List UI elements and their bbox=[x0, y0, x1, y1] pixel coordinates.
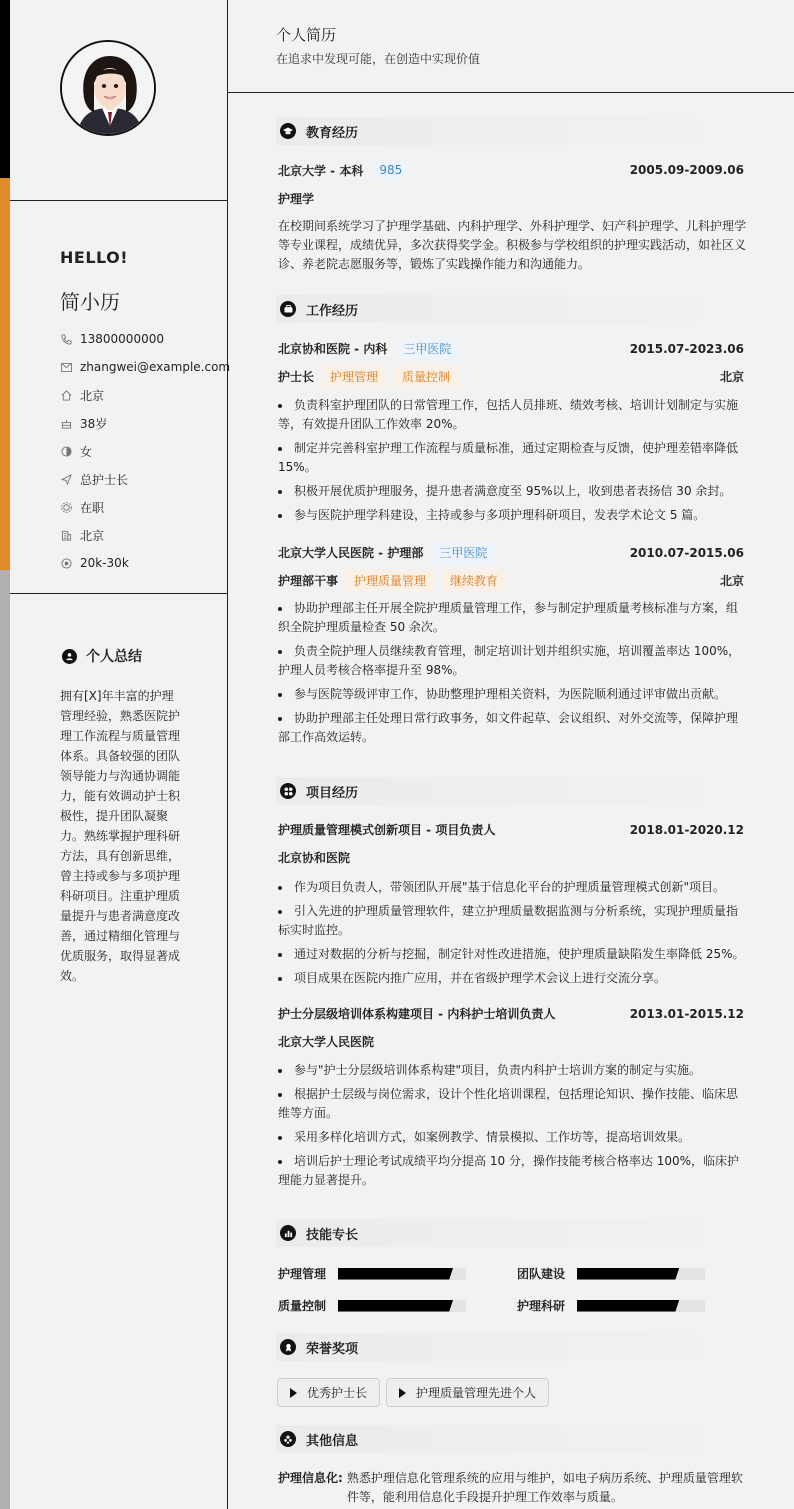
summary-heading bbox=[62, 646, 142, 666]
section-title: 其他信息 bbox=[306, 1433, 359, 1449]
list-item: 采用多样化培训方式，如案例教学、情景模拟、工作坊等，提高培训效果。 bbox=[278, 1128, 748, 1147]
cake-icon bbox=[60, 417, 72, 429]
info-city bbox=[60, 521, 230, 549]
school-name: 北京大学 - 本科 bbox=[278, 163, 364, 178]
info-gender bbox=[60, 437, 230, 465]
info-salary bbox=[60, 549, 230, 577]
strip-black bbox=[0, 0, 10, 178]
info-text: zhangwei@example.com bbox=[80, 360, 231, 374]
info-text: 北京 bbox=[80, 528, 105, 543]
project-org-row bbox=[278, 1033, 744, 1050]
job-row bbox=[278, 542, 744, 563]
contact-info-list bbox=[60, 325, 230, 577]
building-icon bbox=[60, 529, 72, 541]
list-item: 参与医院等级评审工作，协助整理护理相关资料，为医院顺利通过评审做出贡献。 bbox=[278, 685, 748, 704]
job-org: 北京协和医院 - 内科 bbox=[278, 342, 388, 356]
medal-icon bbox=[280, 1339, 296, 1355]
strip-gray bbox=[0, 570, 10, 1509]
summary-title: 个人总结 bbox=[86, 649, 142, 665]
job-role: 护士长 bbox=[278, 370, 315, 384]
project-row bbox=[278, 821, 744, 838]
other-info bbox=[278, 1469, 748, 1507]
job-tag: 三甲医院 bbox=[395, 338, 459, 359]
summary-text: 拥有[X]年丰富的护理管理经验，熟悉医院护理工作流程与质量管理体系。具备较强的团队领导能力与沟通协调能力，能有效调动护士积极性，提升团队凝聚力。熟练掌握护理科研方法，具有创新思维，曾主持或参与多项护理科研项目。注重护理质量提升与患者满意度改善，通过精细化管理与优质服务，取得显著成效。 bbox=[60, 689, 181, 983]
skill-fill bbox=[338, 1268, 453, 1280]
award-chip bbox=[386, 1378, 549, 1407]
skill-name: 团队建设 bbox=[517, 1267, 566, 1281]
info-text: 女 bbox=[80, 444, 93, 459]
job-skill-tag: 护理管理 bbox=[322, 366, 386, 387]
project-date: 2013.01-2015.12 bbox=[629, 1006, 744, 1021]
bar-chart-icon bbox=[280, 1225, 296, 1241]
page-header bbox=[228, 0, 794, 93]
send-icon bbox=[60, 473, 72, 485]
strip-orange bbox=[0, 178, 10, 570]
page-title: 个人简历 bbox=[276, 26, 337, 44]
other-key: 护理信息化: bbox=[278, 1471, 343, 1485]
job-skill-tag: 质量控制 bbox=[394, 366, 458, 387]
award-label: 优秀护士长 bbox=[307, 1386, 368, 1400]
major-row bbox=[278, 190, 744, 207]
skill-name: 护理管理 bbox=[278, 1267, 327, 1281]
home-icon bbox=[60, 389, 72, 401]
list-item: 参与医院护理学科建设，主持或参与多项护理科研项目，发表学术论文 5 篇。 bbox=[278, 506, 748, 525]
play-icon bbox=[399, 1388, 406, 1398]
job-org: 北京大学人民医院 - 护理部 bbox=[278, 546, 424, 560]
section-awards bbox=[276, 1333, 746, 1361]
gender-icon bbox=[60, 445, 72, 457]
job-city: 北京 bbox=[719, 370, 744, 384]
grid-icon bbox=[280, 783, 296, 799]
info-text: 38岁 bbox=[80, 416, 108, 431]
job-skill-tag: 护理质量管理 bbox=[346, 570, 434, 591]
job-bullets bbox=[278, 599, 748, 752]
info-position bbox=[60, 465, 230, 493]
list-item: 制定并完善科室护理工作流程与质量标准，通过定期检查与反馈，使护理差错率降低 15%。 bbox=[278, 439, 748, 477]
main-content bbox=[228, 0, 794, 1509]
education-date: 2005.09-2009.06 bbox=[629, 163, 744, 177]
project-date: 2018.01-2020.12 bbox=[629, 822, 744, 837]
education-row bbox=[278, 161, 744, 179]
list-item: 引入先进的护理质量管理软件，建立护理质量数据监测与分析系统，实现护理质量指标实时监控。 bbox=[278, 902, 748, 940]
job-row bbox=[278, 338, 744, 359]
list-item: 培训后护士理论考试成绩平均分提高 10 分，操作技能考核合格率达 100%，临床护理能力显著提升。 bbox=[278, 1152, 748, 1190]
list-item: 通过对数据的分析与挖掘，制定针对性改进措施，使护理质量缺陷发生率降低 25%。 bbox=[278, 945, 748, 964]
info-text: 北京 bbox=[80, 388, 105, 403]
info-text: 13800000000 bbox=[80, 332, 164, 346]
sidebar-divider bbox=[10, 593, 228, 594]
info-text: 总护士长 bbox=[80, 472, 129, 487]
skill-item bbox=[278, 1265, 466, 1282]
list-item: 项目成果在医院内推广应用，并在省级护理学术会议上进行交流分享。 bbox=[278, 969, 748, 988]
list-item: 负责科室护理团队的日常管理工作，包括人员排班、绩效考核、培训计划制定与实施等，有效提升团队工作效率 20%。 bbox=[278, 396, 748, 434]
job-role: 护理部干事 bbox=[278, 574, 339, 588]
skill-bar bbox=[577, 1300, 705, 1312]
skill-item bbox=[278, 1297, 466, 1314]
list-item: 协助护理部主任处理日常行政事务，如文件起草、会议组织、对外交流等，保障护理部工作高效运转。 bbox=[278, 709, 748, 747]
section-other bbox=[276, 1425, 746, 1453]
info-status bbox=[60, 493, 230, 521]
school-tag: 985 bbox=[371, 161, 410, 179]
sidebar-divider bbox=[10, 200, 228, 201]
profile-name: 简小历 bbox=[60, 290, 120, 314]
list-item: 协助护理部主任开展全院护理质量管理工作，参与制定护理质量考核标准与方案，组织全院护理质量检查 50 余次。 bbox=[278, 599, 748, 637]
project-org: 北京大学人民医院 bbox=[278, 1035, 375, 1049]
avatar bbox=[60, 40, 156, 136]
job-city: 北京 bbox=[719, 574, 744, 588]
job-date: 2010.07-2015.06 bbox=[629, 545, 744, 560]
section-title: 工作经历 bbox=[306, 303, 359, 319]
status-icon bbox=[60, 501, 72, 513]
education-desc: 在校期间系统学习了护理学基础、内科护理学、外科护理学、妇产科护理学、儿科护理学等专业课程，成绩优异，多次获得奖学金。积极参与学校组织的护理实践活动，如社区义诊、养老院志愿服务等，锻炼了实践操作能力和沟通能力。 bbox=[278, 219, 747, 271]
mail-icon bbox=[60, 361, 72, 373]
job-role-row bbox=[278, 366, 744, 387]
skill-name: 护理科研 bbox=[517, 1299, 566, 1313]
info-location bbox=[60, 381, 230, 409]
major: 护理学 bbox=[278, 192, 315, 206]
project-row bbox=[278, 1005, 744, 1022]
section-skills bbox=[276, 1219, 746, 1247]
project-org: 北京协和医院 bbox=[278, 851, 351, 865]
award-label: 护理质量管理先进个人 bbox=[416, 1386, 537, 1400]
section-title: 教育经历 bbox=[306, 125, 359, 141]
list-item: 参与"护士分层级培训体系构建"项目，负责内科护士培训方案的制定与实施。 bbox=[278, 1061, 748, 1080]
info-age bbox=[60, 409, 230, 437]
other-value: 熟悉护理信息化管理系统的应用与维护，如电子病历系统、护理质量管理软件等，能利用信息化手段提升护理工作效率与质量。 bbox=[346, 1471, 743, 1504]
skill-item bbox=[517, 1297, 705, 1314]
skill-bar bbox=[577, 1268, 705, 1280]
page-subtitle: 在追求中发现可能，在创造中实现价值 bbox=[276, 52, 481, 66]
project-bullets bbox=[278, 1061, 748, 1195]
skill-bar bbox=[338, 1300, 466, 1312]
info-text: 20k-30k bbox=[80, 556, 129, 570]
section-projects bbox=[276, 777, 746, 805]
phone-icon bbox=[60, 333, 72, 345]
avatar-photo bbox=[62, 42, 156, 136]
info-email bbox=[60, 353, 230, 381]
award-chip bbox=[277, 1378, 380, 1407]
graduation-cap-icon bbox=[280, 123, 296, 139]
people-icon bbox=[280, 1431, 296, 1447]
play-icon bbox=[290, 1388, 297, 1398]
skill-fill bbox=[338, 1300, 453, 1312]
section-work bbox=[276, 295, 746, 323]
section-education bbox=[276, 117, 746, 145]
section-title: 技能专长 bbox=[306, 1227, 359, 1243]
job-skill-tag: 继续教育 bbox=[442, 570, 506, 591]
sidebar bbox=[10, 0, 231, 1509]
info-phone bbox=[60, 325, 230, 353]
color-strip bbox=[0, 0, 10, 1509]
list-item: 作为项目负责人，带领团队开展"基于信息化平台的护理质量管理模式创新"项目。 bbox=[278, 878, 748, 897]
job-role-row bbox=[278, 570, 744, 591]
project-bullets bbox=[278, 878, 748, 993]
job-date: 2015.07-2023.06 bbox=[629, 341, 744, 356]
salary-icon bbox=[60, 557, 72, 569]
list-item: 积极开展优质护理服务，提升患者满意度至 95%以上，收到患者表扬信 30 余封。 bbox=[278, 482, 748, 501]
skill-name: 质量控制 bbox=[278, 1299, 327, 1313]
briefcase-icon bbox=[280, 301, 296, 317]
hello-heading: HELLO! bbox=[60, 248, 129, 267]
section-title: 荣誉奖项 bbox=[306, 1341, 359, 1357]
job-bullets bbox=[278, 396, 748, 530]
job-tag: 三甲医院 bbox=[431, 542, 495, 563]
list-item: 负责全院护理人员继续教育管理，制定培训计划并组织实施，培训覆盖率达 100%，护理人员考核合格率提升至 98%。 bbox=[278, 642, 748, 680]
list-item: 根据护士层级与岗位需求，设计个性化培训课程，包括理论知识、操作技能、临床思维等方面。 bbox=[278, 1085, 748, 1123]
project-name: 护理质量管理模式创新项目 - 项目负责人 bbox=[278, 823, 496, 837]
skill-bar bbox=[338, 1268, 466, 1280]
skill-fill bbox=[577, 1268, 679, 1280]
project-name: 护士分层级培训体系构建项目 - 内科护士培训负责人 bbox=[278, 1007, 556, 1021]
project-org-row bbox=[278, 849, 744, 866]
section-title: 项目经历 bbox=[306, 785, 359, 801]
skill-fill bbox=[577, 1300, 679, 1312]
info-text: 在职 bbox=[80, 500, 105, 515]
user-icon bbox=[62, 649, 77, 664]
skill-item bbox=[517, 1265, 705, 1282]
